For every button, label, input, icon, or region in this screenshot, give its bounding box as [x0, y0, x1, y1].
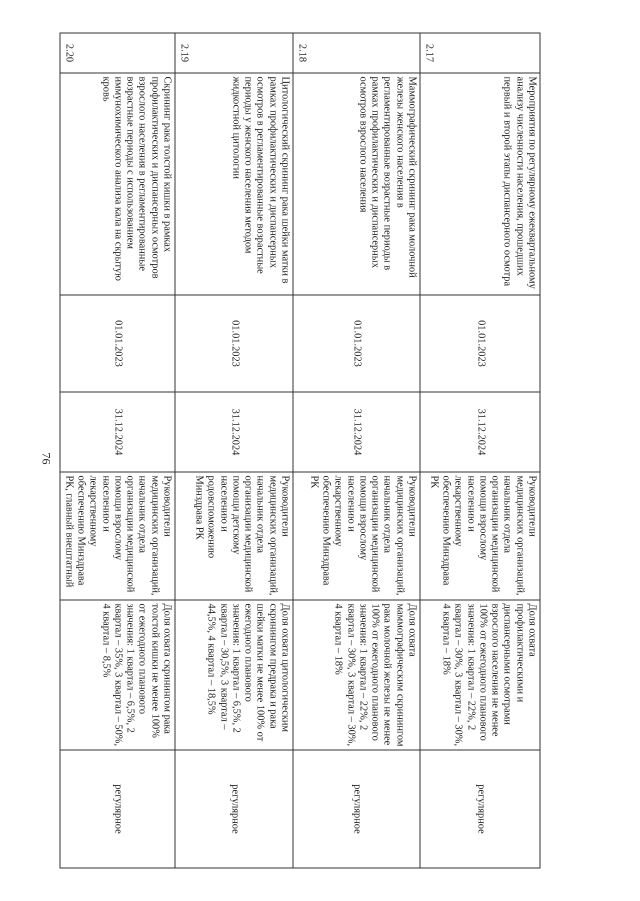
row-number: 2.19	[175, 33, 293, 73]
start-date: 01.01.2023	[60, 295, 175, 392]
activity-name: Цитологический скрининг рака шейки матки в рамках профилактических и диспансерных осмотров в регламентированные возрастные периоды у женского населения методом жидкостной цитологии	[175, 73, 293, 295]
start-date: 01.01.2023	[420, 295, 540, 392]
indicator: Доля охвата профилактическими и диспансерными осмотрами взрослого населения не менее 100% от ежегодного планового значения: 1 квартал – 22%, 2 квартал – 30%, 3 квартал – 30%, 4 квартал – 18%	[420, 600, 540, 750]
activity-name: Скрининг рака толстой кишки в рамках профилактических и диспансерных осмотров взрослого населения в регламентированные возрастные периоды с использованием иммунохимического анализа кала на скрытую кровь	[60, 73, 175, 295]
activity-name: Маммографический скрининг рака молочной железы женского населения в регламентированные возрастные периоды в рамках профилактических и диспансерных осмотров взрослого населения	[293, 73, 420, 295]
table-row	[60, 33, 175, 868]
responsible: Руководители медицинских организаций, начальник отдела организации медицинской помощи взрослому населению и лекарственному обеспечению Минздрава РК	[293, 472, 420, 600]
end-date: 31.12.2024	[420, 392, 540, 472]
end-date: 31.12.2024	[293, 392, 420, 472]
periodicity: регулярное	[60, 750, 175, 868]
start-date: 01.01.2023	[175, 295, 293, 392]
periodicity: регулярное	[175, 750, 293, 868]
row-number: 2.20	[60, 33, 175, 73]
row-number: 2.18	[293, 33, 420, 73]
responsible: Руководители медицинских организаций, начальник отдела организации медицинской помощи взрослому населению и лекарственному обеспечению Минздрава РК, главный внештатный	[60, 472, 175, 600]
table-row	[175, 33, 293, 868]
indicator: Доля охвата цитологическим скринингом предрака и рака шейки матки не менее 100% от ежегодного планового значения: 1 квартал – 6,5%, 2 квартал – 30,5%, 3 квартал – 44,5%, 4 квартал – 18,5%	[175, 600, 293, 750]
responsible: Руководители медицинских организаций, начальник отдела организации медицинской помощи детскому населению и родовспоможению Минздрава РК	[175, 472, 293, 600]
responsible: Руководители медицинских организаций, начальник отдела организации медицинской помощи взрослому населению и лекарственному обеспечению Минздрава РК	[420, 472, 540, 600]
activity-name: Мероприятия по регулярному ежеквартальному анализу численности населения, прошедших первый и второй этапы диспансерного осмотра	[420, 73, 540, 295]
table-row	[420, 33, 540, 868]
indicator: Доля охвата маммографическим скринингом рака молочной железы не менее 100% от ежегодного планового значения: 1 квартал – 22%, 2 квартал – 30%, 3 квартал – 30%, 4 квартал – 18%	[293, 600, 420, 750]
rotated-page-content	[61, 33, 541, 868]
indicator: Доля охвата скринингом рака толстой кишки не менее 100% от ежегодного планового значения: 1 квартал – 6,5%, 2 квартал – 35%, 3 квартал – 50%, 4 квартал – 8,5%	[60, 600, 175, 750]
table-row	[293, 33, 420, 868]
end-date: 31.12.2024	[60, 392, 175, 472]
periodicity: регулярное	[293, 750, 420, 868]
row-number: 2.17	[420, 33, 540, 73]
start-date: 01.01.2023	[293, 295, 420, 392]
periodicity: регулярное	[420, 750, 540, 868]
activities-table	[59, 33, 540, 869]
page-number: 76	[39, 452, 54, 465]
end-date: 31.12.2024	[175, 392, 293, 472]
